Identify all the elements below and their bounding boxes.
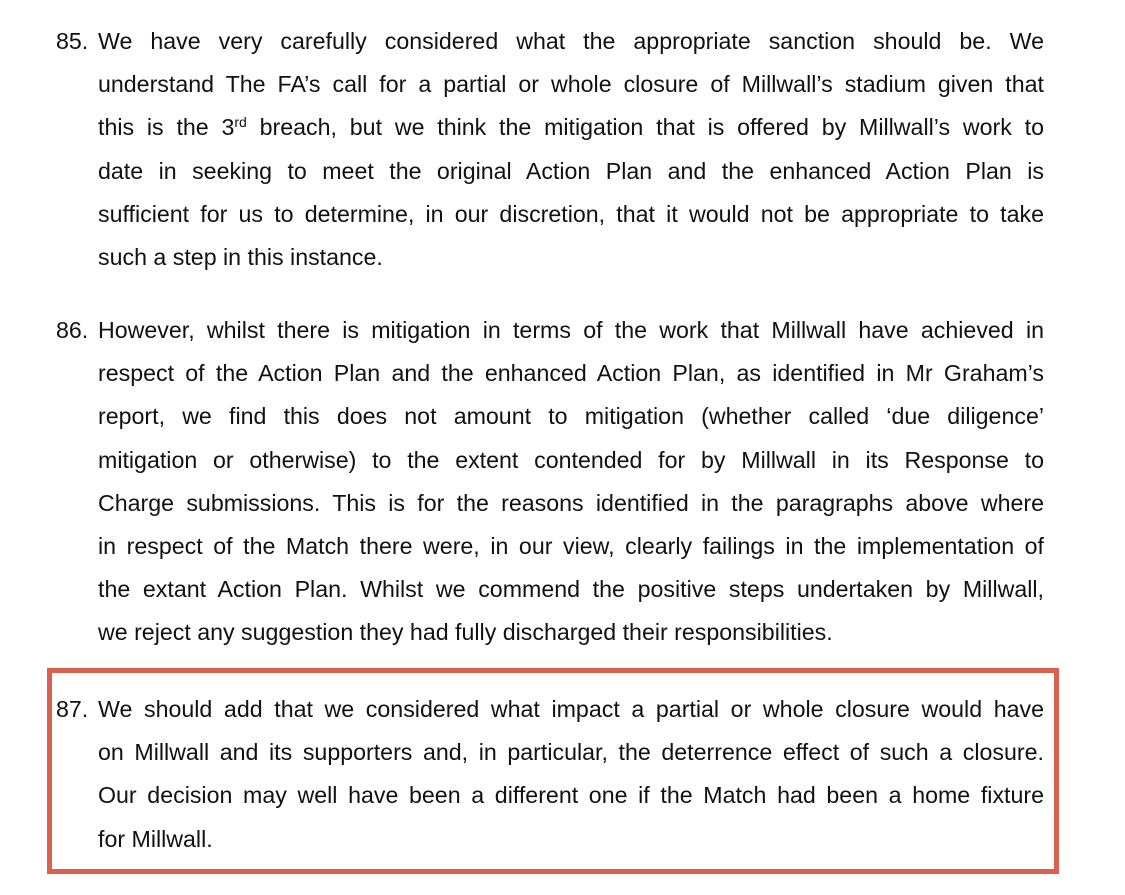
paragraph-line: for Millwall.: [98, 825, 213, 852]
paragraph-line: sufficient for us to determine, in our discretion, that it would not be appropriate to take: [98, 200, 1044, 227]
paragraph-number: 85.: [56, 28, 89, 54]
paragraph-line: However, whilst there is mitigation in terms of the work that Millwall have achieved in: [98, 317, 1044, 343]
paragraph-87: [56, 688, 1044, 861]
paragraph-line: We have very carefully considered what the appropriate sanction should be. We: [98, 28, 1044, 54]
paragraph-line: date in seeking to meet the original Action Plan and the enhanced Action Plan is: [98, 157, 1044, 184]
paragraph-86: [56, 309, 1044, 655]
paragraph-line: the extant Action Plan. Whilst we commend the positive steps undertaken by Millwall,: [98, 576, 1044, 603]
line-text: breach, but we think the mitigation that is offered by Millwall’s work to: [246, 114, 1044, 141]
paragraph-line: Our decision may well have been a different one if the Match had been a home fixture: [98, 782, 1044, 809]
line-text: this is the 3: [98, 114, 235, 141]
ordinal-superscript: rd: [234, 114, 247, 131]
paragraph-line: such a step in this instance.: [98, 244, 383, 271]
paragraph-line: report, we find this does not amount to mitigation (whether called ‘due diligence’: [98, 403, 1044, 430]
paragraph-number: 87.: [56, 696, 89, 722]
paragraph-line: on Millwall and its supporters and, in particular, the deterrence effect of such a closure.: [98, 739, 1044, 766]
paragraph-line: We should add that we considered what impact a partial or whole closure would have: [98, 696, 1044, 722]
paragraph-number: 86.: [56, 317, 89, 343]
paragraph-line: we reject any suggestion they had fully discharged their responsibilities.: [98, 619, 833, 646]
paragraph-line: understand The FA’s call for a partial or whole closure of Millwall’s stadium given that: [98, 71, 1044, 98]
paragraph-line: mitigation or otherwise) to the extent contended for by Millwall in its Response to: [98, 446, 1044, 473]
paragraph-line: [98, 106, 1044, 149]
paragraph-line: in respect of the Match there were, in our view, clearly failings in the implementation of: [98, 533, 1044, 560]
paragraph-85: [56, 20, 1044, 279]
paragraph-line: respect of the Action Plan and the enhanced Action Plan, as identified in Mr Graham’s: [98, 360, 1044, 387]
paragraph-line: Charge submissions. This is for the reasons identified in the paragraphs above where: [98, 489, 1044, 516]
